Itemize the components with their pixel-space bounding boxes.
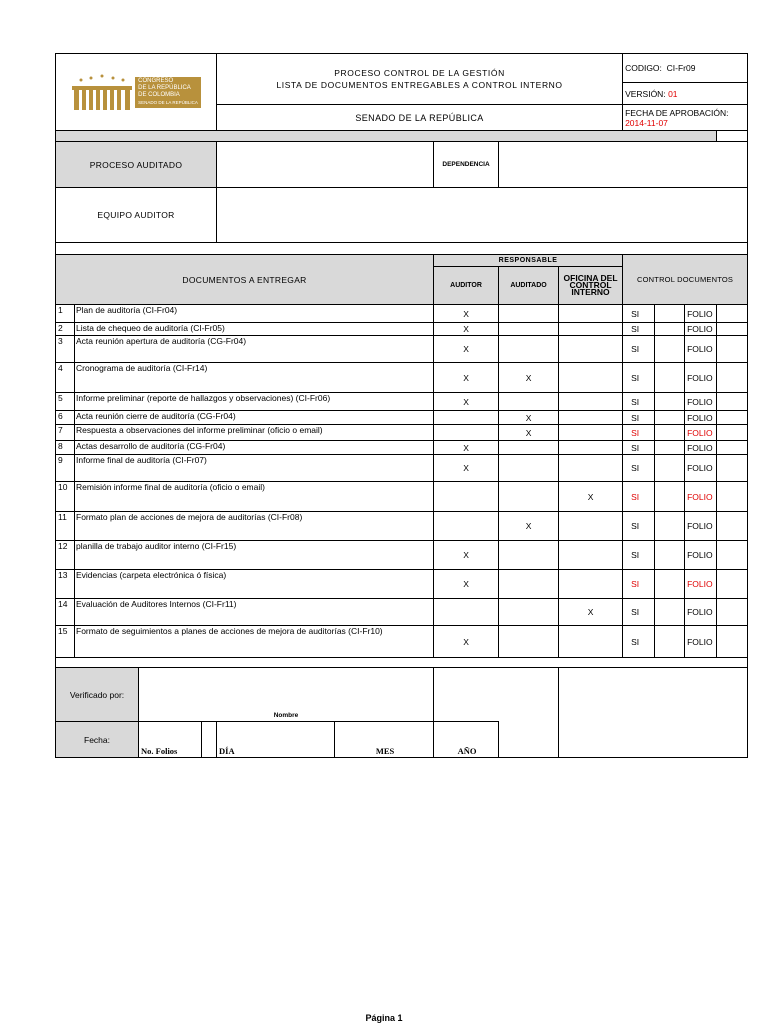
row-auditado[interactable] (499, 541, 559, 570)
logo-line-1: CONGRESO (138, 77, 174, 84)
col-auditor-header: AUDITOR (434, 267, 499, 305)
row-folio[interactable]: FOLIO (685, 305, 717, 323)
equipo-auditor-field[interactable] (217, 188, 748, 243)
row-si[interactable]: SI (623, 570, 655, 599)
row-auditor[interactable]: X (434, 363, 499, 393)
row-number: 14 (56, 599, 75, 626)
row-folio-value[interactable] (717, 425, 748, 441)
row-si-check[interactable] (655, 570, 685, 599)
row-folio-value[interactable] (717, 411, 748, 425)
fecha-aprobacion-value: 2014-11-07 (625, 117, 668, 128)
row-auditor[interactable]: X (434, 626, 499, 658)
row-auditor[interactable]: X (434, 441, 499, 455)
no-folios-field[interactable]: No. Folios (139, 722, 202, 758)
logo-line-2: DE LA REPÚBLICA (138, 84, 191, 91)
row-si[interactable]: SI (623, 626, 655, 658)
table-row (56, 393, 748, 411)
row-auditado[interactable] (499, 570, 559, 599)
row-si[interactable]: SI (623, 363, 655, 393)
row-oficina[interactable] (559, 541, 623, 570)
row-folio[interactable]: FOLIO (685, 570, 717, 599)
row-auditado[interactable] (499, 323, 559, 336)
responsable-header: RESPONSABLE (434, 255, 623, 267)
row-auditado[interactable] (499, 482, 559, 512)
row-auditor[interactable]: X (434, 336, 499, 363)
row-number: 15 (56, 626, 75, 658)
table-row (56, 599, 748, 626)
row-folio-value[interactable] (717, 336, 748, 363)
row-auditor[interactable]: X (434, 323, 499, 336)
row-auditado[interactable]: X (499, 363, 559, 393)
row-document: Evidencias (carpeta electrónica ó física) (75, 570, 434, 599)
row-auditado[interactable] (499, 305, 559, 323)
control-documentos-header: CONTROL DOCUMENTOS (623, 255, 748, 305)
col-oficina-header: OFICINA DEL CONTROL INTERNO (559, 267, 623, 305)
table-row (56, 305, 748, 323)
table-row (56, 626, 748, 658)
title-line-1: PROCESO CONTROL DE LA GESTIÓN (334, 68, 505, 78)
row-auditado[interactable]: X (499, 425, 559, 441)
row-number: 2 (56, 323, 75, 336)
dependencia-field[interactable] (499, 142, 748, 188)
row-si[interactable]: SI (623, 323, 655, 336)
row-si-check[interactable] (655, 425, 685, 441)
row-si[interactable]: SI (623, 425, 655, 441)
row-auditado[interactable] (499, 393, 559, 411)
page-number: Página 1 (365, 1013, 403, 1023)
spacer-row-3 (56, 658, 748, 668)
row-si-check[interactable] (655, 541, 685, 570)
row-folio[interactable]: FOLIO (685, 482, 717, 512)
row-document: Evaluación de Auditores Internos (CI-Fr11) (75, 599, 434, 626)
table-row (56, 336, 748, 363)
row-folio[interactable]: FOLIO (685, 626, 717, 658)
anio-field[interactable]: AÑO (434, 722, 499, 758)
row-folio-value[interactable] (717, 455, 748, 482)
row-auditor[interactable] (434, 599, 499, 626)
senate-logo (56, 59, 216, 125)
fecha-aprobacion-label: FECHA DE APROBACIÓN: (625, 107, 729, 118)
logo-line-4: SENADO DE LA REPÚBLICA (138, 99, 198, 105)
org-name: SENADO DE LA REPÚBLICA (217, 105, 623, 131)
row-document: Acta reunión apertura de auditoría (CG-Fr04) (75, 336, 434, 363)
row-si-check[interactable] (655, 336, 685, 363)
row-document: Cronograma de auditoría (CI-Fr14) (75, 363, 434, 393)
row-oficina[interactable] (559, 336, 623, 363)
row-si[interactable]: SI (623, 441, 655, 455)
dia-field[interactable]: DÍA (217, 722, 335, 758)
row-document: Informe preliminar (reporte de hallazgos y observaciones) (CI-Fr06) (75, 393, 434, 411)
mes-field[interactable]: MES (335, 722, 434, 758)
row-folio[interactable]: FOLIO (685, 336, 717, 363)
row-oficina[interactable] (559, 626, 623, 658)
table-row (56, 411, 748, 425)
row-oficina[interactable] (559, 512, 623, 541)
fecha-label: Fecha: (56, 722, 139, 758)
spacer-row (56, 131, 717, 142)
table-row (56, 570, 748, 599)
row-auditado[interactable]: X (499, 411, 559, 425)
row-folio-value[interactable] (717, 323, 748, 336)
logo-wordmark (135, 77, 201, 108)
row-folio-value[interactable] (717, 570, 748, 599)
row-folio-value[interactable] (717, 512, 748, 541)
row-auditado[interactable] (499, 599, 559, 626)
row-folio[interactable]: FOLIO (685, 455, 717, 482)
row-folio-value[interactable] (717, 363, 748, 393)
col-auditado-header: AUDITADO (499, 267, 559, 305)
row-oficina[interactable] (559, 425, 623, 441)
row-document: Respuesta a observaciones del informe preliminar (oficio o email) (75, 425, 434, 441)
row-oficina[interactable] (559, 570, 623, 599)
table-row (56, 441, 748, 455)
codigo-cell (623, 54, 748, 83)
row-document: Acta reunión cierre de auditoría (CG-Fr04) (75, 411, 434, 425)
row-folio-value[interactable] (717, 599, 748, 626)
row-oficina[interactable] (559, 305, 623, 323)
row-folio[interactable]: FOLIO (685, 411, 717, 425)
capitol-icon (71, 72, 133, 112)
table-row (56, 363, 748, 393)
row-si-check[interactable] (655, 626, 685, 658)
spacer-row-2 (56, 243, 748, 255)
row-auditor[interactable]: X (434, 393, 499, 411)
row-si-check[interactable] (655, 512, 685, 541)
verificado-field[interactable] (139, 668, 434, 722)
row-si[interactable]: SI (623, 393, 655, 411)
row-si-check[interactable] (655, 305, 685, 323)
row-auditor[interactable]: X (434, 570, 499, 599)
document-rows (56, 305, 748, 658)
row-number: 10 (56, 482, 75, 512)
logo-cell (56, 54, 217, 131)
control-form (55, 53, 748, 758)
row-folio[interactable]: FOLIO (685, 425, 717, 441)
row-number: 4 (56, 363, 75, 393)
row-folio[interactable]: FOLIO (685, 599, 717, 626)
row-oficina[interactable]: X (559, 482, 623, 512)
row-number: 8 (56, 441, 75, 455)
row-document: Formato plan de acciones de mejora de auditorías (CI-Fr08) (75, 512, 434, 541)
row-si-check[interactable] (655, 599, 685, 626)
row-folio[interactable]: FOLIO (685, 363, 717, 393)
row-auditado[interactable] (499, 441, 559, 455)
row-number: 7 (56, 425, 75, 441)
row-folio-value[interactable] (717, 482, 748, 512)
row-si-check[interactable] (655, 411, 685, 425)
row-folio[interactable]: FOLIO (685, 393, 717, 411)
row-auditor[interactable] (434, 425, 499, 441)
row-folio-value[interactable] (717, 305, 748, 323)
row-si-check[interactable] (655, 482, 685, 512)
row-number: 13 (56, 570, 75, 599)
row-oficina[interactable] (559, 441, 623, 455)
row-si[interactable]: SI (623, 411, 655, 425)
no-folios-value[interactable] (202, 722, 217, 758)
footer-blank-right (559, 668, 748, 758)
row-si-check[interactable] (655, 323, 685, 336)
row-si[interactable]: SI (623, 541, 655, 570)
row-document: Lista de chequeo de auditoría (CI-Fr05) (75, 323, 434, 336)
row-folio-value[interactable] (717, 393, 748, 411)
table-row (56, 455, 748, 482)
row-si-check[interactable] (655, 393, 685, 411)
row-si[interactable]: SI (623, 599, 655, 626)
row-document: Formato de seguimientos a planes de acciones de mejora de auditorías (CI-Fr10) (75, 626, 434, 658)
row-si-check[interactable] (655, 441, 685, 455)
row-auditado[interactable] (499, 626, 559, 658)
equipo-auditor-label: EQUIPO AUDITOR (56, 188, 217, 243)
footer-blank-left (434, 668, 559, 722)
version-value: 01 (668, 88, 678, 99)
footer-blank-mid (499, 722, 559, 758)
row-auditado[interactable]: X (499, 512, 559, 541)
row-folio[interactable]: FOLIO (685, 441, 717, 455)
table-row (56, 541, 748, 570)
proceso-auditado-field[interactable] (217, 142, 434, 188)
row-document: Actas desarrollo de auditoría (CG-Fr04) (75, 441, 434, 455)
row-number: 9 (56, 455, 75, 482)
document-title (217, 54, 623, 105)
row-oficina[interactable] (559, 393, 623, 411)
row-folio-value[interactable] (717, 441, 748, 455)
row-folio-value[interactable] (717, 626, 748, 658)
row-number: 5 (56, 393, 75, 411)
row-document: Remisión informe final de auditoría (oficio o email) (75, 482, 434, 512)
row-auditor[interactable]: X (434, 305, 499, 323)
row-oficina[interactable]: X (559, 599, 623, 626)
table-row (56, 512, 748, 541)
row-oficina[interactable] (559, 323, 623, 336)
row-auditado[interactable] (499, 336, 559, 363)
table-row (56, 323, 748, 336)
row-si[interactable]: SI (623, 455, 655, 482)
fecha-aprobacion-cell (623, 105, 748, 131)
codigo-value: CI-Fr09 (666, 63, 696, 73)
row-auditor[interactable]: X (434, 455, 499, 482)
documentos-header: DOCUMENTOS A ENTREGAR (56, 255, 434, 305)
row-document: Informe final de auditoría (CI-Fr07) (75, 455, 434, 482)
row-folio[interactable]: FOLIO (685, 323, 717, 336)
row-si[interactable]: SI (623, 482, 655, 512)
row-si[interactable]: SI (623, 512, 655, 541)
table-row (56, 482, 748, 512)
row-number: 3 (56, 336, 75, 363)
row-oficina[interactable] (559, 363, 623, 393)
row-document: planilla de trabajo auditor interno (CI-Fr15) (75, 541, 434, 570)
row-auditor[interactable] (434, 411, 499, 425)
logo-line-3: DE COLOMBIA (138, 91, 180, 98)
row-si[interactable]: SI (623, 336, 655, 363)
row-number: 1 (56, 305, 75, 323)
row-si-check[interactable] (655, 455, 685, 482)
version-cell (623, 83, 748, 105)
row-auditor[interactable]: X (434, 541, 499, 570)
row-auditado[interactable] (499, 455, 559, 482)
row-number: 6 (56, 411, 75, 425)
row-si-check[interactable] (655, 363, 685, 393)
dependencia-label: DEPENDENCIA (434, 142, 499, 188)
row-number: 11 (56, 512, 75, 541)
version-label: VERSIÓN: (625, 88, 666, 99)
verificado-label: Verificado por: (56, 668, 139, 722)
row-folio[interactable]: FOLIO (685, 541, 717, 570)
title-line-2: LISTA DE DOCUMENTOS ENTREGABLES A CONTROL INTERNO (276, 80, 563, 90)
proceso-auditado-label: PROCESO AUDITADO (56, 142, 217, 188)
row-auditor[interactable] (434, 482, 499, 512)
row-auditor[interactable] (434, 512, 499, 541)
row-document: Plan de auditoría (CI-Fr04) (75, 305, 434, 323)
row-oficina[interactable] (559, 411, 623, 425)
table-row (56, 425, 748, 441)
codigo-label: CODIGO: (625, 63, 662, 73)
row-folio-value[interactable] (717, 541, 748, 570)
spacer-cell (717, 131, 748, 142)
row-oficina[interactable] (559, 455, 623, 482)
row-si[interactable]: SI (623, 305, 655, 323)
row-number: 12 (56, 541, 75, 570)
row-folio[interactable]: FOLIO (685, 512, 717, 541)
nombre-label: Nombre (273, 712, 299, 719)
